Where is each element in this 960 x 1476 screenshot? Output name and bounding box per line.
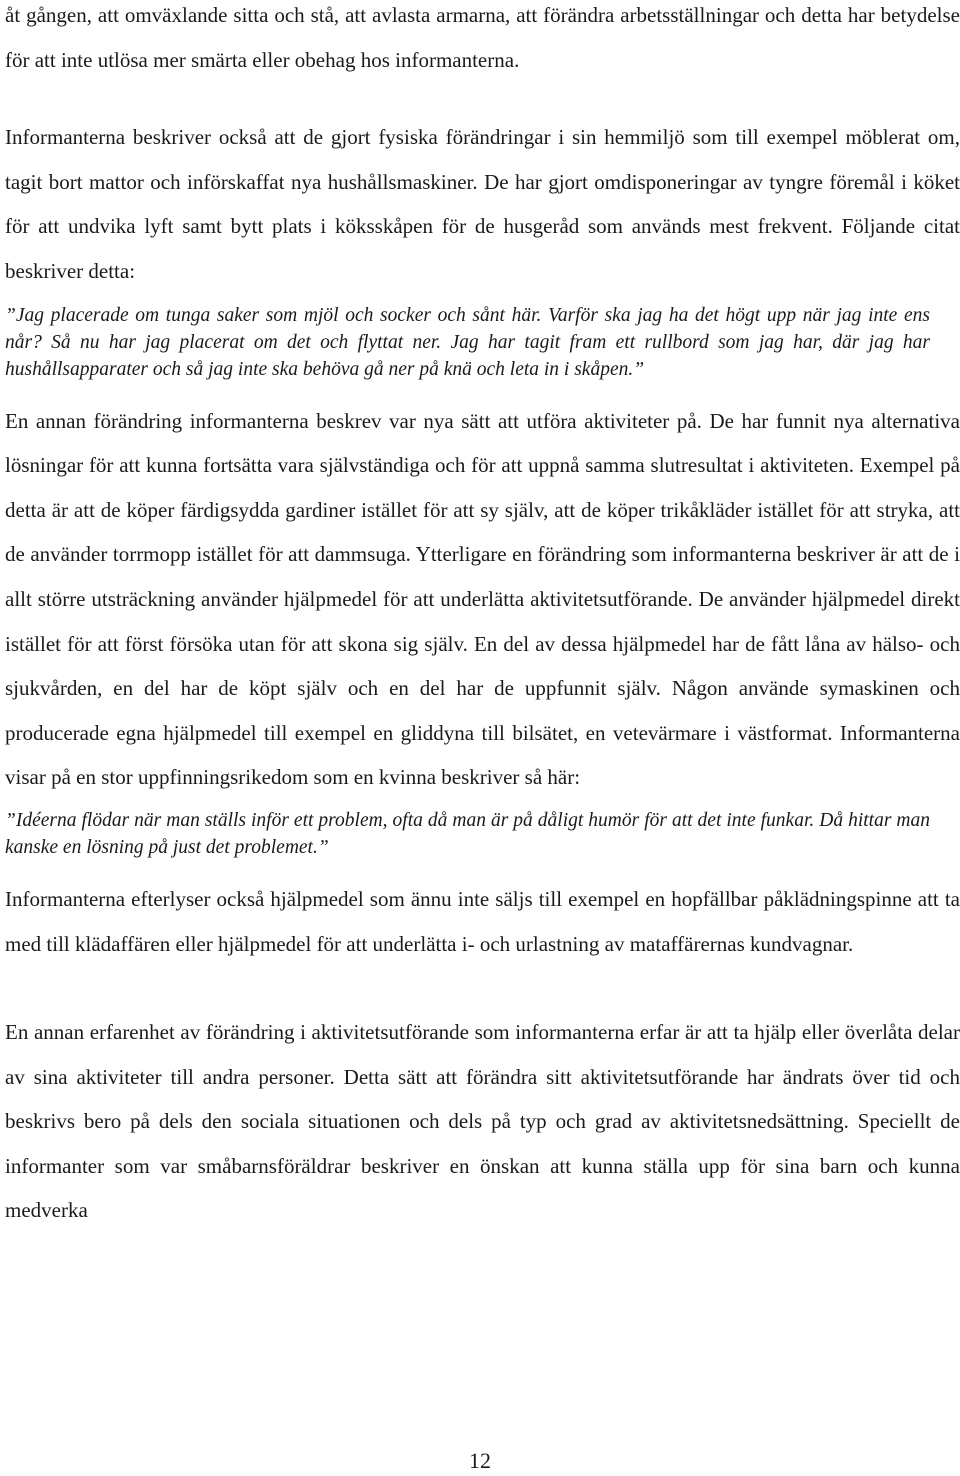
paragraph-new-methods: En annan förändring informanterna beskrev var nya sätt att utföra aktiviteter på. De har funnit nya alternativa lösningar för att kunna fortsätta vara självständiga och för att uppnå samma slutresultat i aktiviteten. Exempel på detta är att de köper färdigsydda gardiner istället för att sy själv, att de köper trikåkläder istället för att stryka, att de använder torrmopp istället för att dammsuga. Ytterligare en förändring som informanterna beskriver är att de i allt större utsträckning använder hjälpmedel för att underlätta aktivitetsutförande. De använder hjälpmedel direkt istället för att först försöka utan för att skona sig själv. En del av dessa hjälpmedel har de fått låna av hälso- och sjukvården, en del har de köpt själv och en del har de uppfunnit själv. Någon använde symaskinen och producerade egna hjälpmedel till exempel en gliddyna till bilsätet, en vetevärmare i västformat. Informanterna visar på en stor uppfinningsrikedom som en kvinna beskriver så här: <box>5 408 960 790</box>
document-page <box>5 0 960 1233</box>
page-number: 12 <box>469 1448 491 1473</box>
paragraph-requested-aids: Informanterna efterlyser också hjälpmedel som ännu inte säljs till exempel en hopfällbar påklädningspinne att ta med till klädaffären eller hjälpmedel för att underlätta i- och urlastning av mataffärernas kundvagnar. <box>5 886 960 956</box>
quote-ideas: ”Idéerna flödar när man ställs inför ett problem, ofta då man är på dåligt humör för att det inte funkar. Då hittar man kanske en lösning på just det problemet.” <box>5 809 930 858</box>
paragraph-physical-changes: Informanterna beskriver också att de gjort fysiska förändringar i sin hemmiljö som till exempel möblerat om, tagit bort mattor och införskaffat nya hushållsmaskiner. De har gjort omdisponeringar av tyngre föremål i köket för att undvika lyft samt bytt plats i köksskåpen för de husgeråd som används mest frekvent. Följande citat beskriver detta: <box>5 125 960 283</box>
paragraph-continuation: åt gången, att omväxlande sitta och stå, att avlasta armarna, att förändra arbetsställningar och detta har betydelse för att inte utlösa mer smärta eller obehag hos informanterna. <box>5 3 960 72</box>
paragraph-help-from-others: En annan erfarenhet av förändring i aktivitetsutförande som informanterna erfar är att ta hjälp eller överlåta delar av sina aktiviteter till andra personer. Detta sätt att förändra sitt aktivitetsutförande har ändrats över tid och beskrivs bero på dels den sociala situationen och dels på typ och grad av aktivitetsnedsättning. Speciellt de informanter som var småbarnsföräldrar beskriver en önskan att kunna ställa upp för sina barn och kunna medverka <box>5 1020 960 1223</box>
quote-kitchen: ”Jag placerade om tunga saker som mjöl och socker och sånt här. Varför ska jag ha det högt upp när jag inte ens når? Så nu har jag placerat om det och flyttat ner. Jag har tagit fram ett rullbord som jag har, där jag har hushållsapparater och så jag inte ska behöva gå ner på knä och leta in i skåpen.” <box>5 304 930 380</box>
